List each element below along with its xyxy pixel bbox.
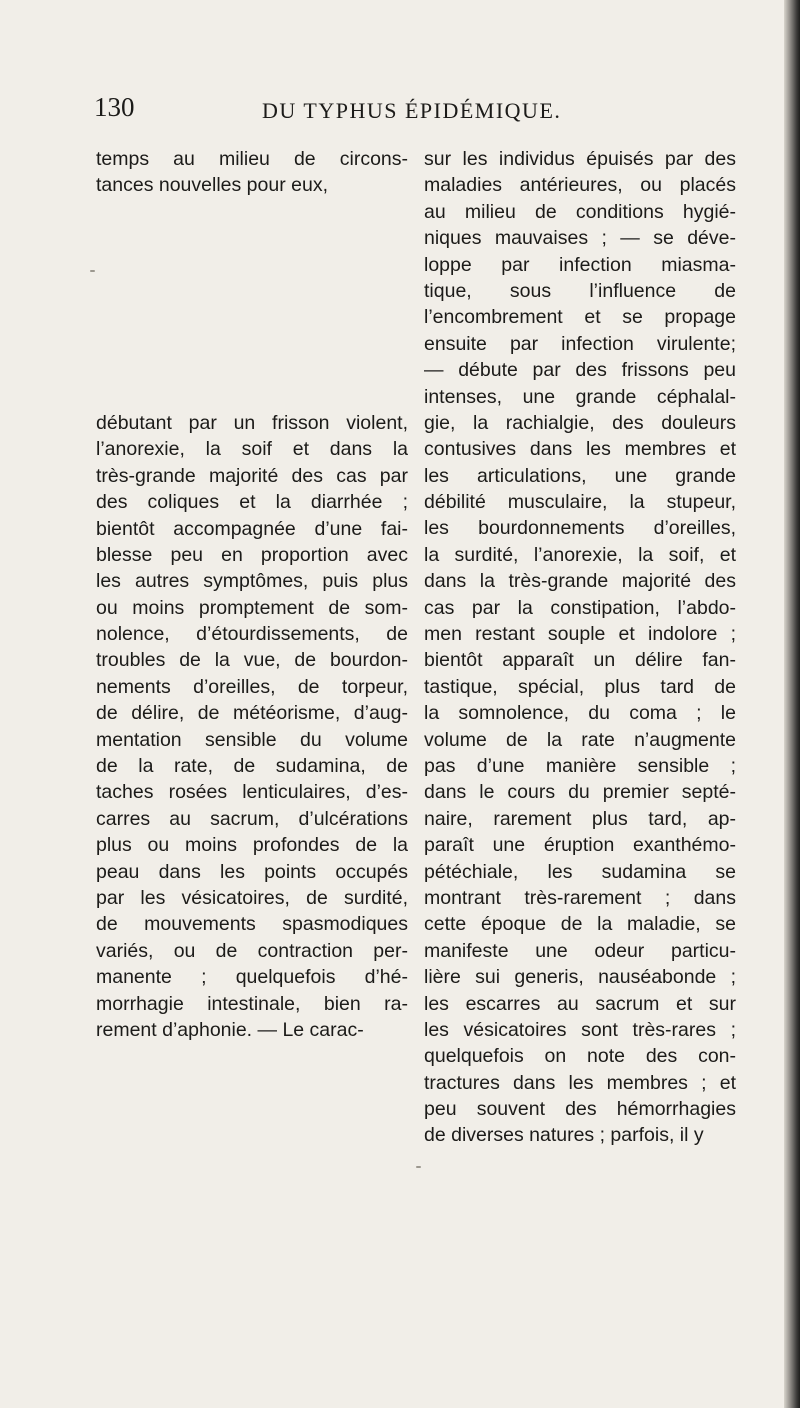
text-line: très-grande majorité des cas par xyxy=(96,464,408,487)
text-line: les vésicatoires sont très-rares ; xyxy=(424,1018,736,1041)
text-line: au milieu de conditions hygié- xyxy=(424,200,736,223)
text-line: naire, rarement plus tard, ap- xyxy=(424,807,736,830)
text-line: tique, sous l’influence de xyxy=(424,279,736,302)
text-line: plus ou moins profondes de la xyxy=(96,834,408,857)
text-line: l’encombrement et se propage xyxy=(424,306,736,329)
text-line: nolence, d’étourdissements, de xyxy=(96,623,408,646)
text-line: taches rosées lenticulaires, d’es- xyxy=(96,781,408,804)
text-line: lière sui generis, nauséabonde ; xyxy=(424,966,736,989)
text-line: les autres symptômes, puis plus xyxy=(96,570,408,593)
text-line: intenses, une grande céphalal- xyxy=(424,385,736,408)
page-header xyxy=(0,88,800,128)
text-line: les bourdonnements d’oreilles, xyxy=(424,517,736,540)
paper-speck xyxy=(90,270,95,272)
text-line: de diverses natures ; parfois, il y xyxy=(424,1124,704,1147)
text-line: quelquefois on note des con- xyxy=(424,1045,736,1068)
left-column xyxy=(96,146,408,1043)
text-line: dans le cours du premier septé- xyxy=(424,781,736,804)
text-line: l’anorexie, la soif et dans la xyxy=(96,438,408,461)
text-line: les articulations, une grande xyxy=(424,464,736,487)
text-line: gie, la rachialgie, des douleurs xyxy=(424,411,736,434)
text-line: mentation sensible du volume xyxy=(96,728,408,751)
text-line: cas par la constipation, l’abdo- xyxy=(424,596,736,619)
text-line: pétéchiale, les sudamina se xyxy=(424,860,736,883)
text-line: bientôt apparaît un délire fan- xyxy=(424,649,736,672)
paper-speck xyxy=(416,1166,421,1168)
column-gap xyxy=(96,199,408,410)
text-line: pas d’une manière sensible ; xyxy=(424,754,736,777)
text-line: rement d’aphonie. — Le carac- xyxy=(96,1018,364,1041)
text-line: débutant par un frisson violent, xyxy=(96,411,408,434)
text-line: de la rate, de sudamina, de xyxy=(96,755,408,778)
text-line: maladies antérieures, ou placés xyxy=(424,174,736,197)
text-line: montrant très-rarement ; dans xyxy=(424,886,736,909)
text-line: peu souvent des hémorrhagies xyxy=(424,1098,736,1121)
text-line: — débute par des frissons peu xyxy=(424,359,736,382)
text-line: tances nouvelles pour eux, xyxy=(96,174,328,197)
text-line: loppe par infection miasma- xyxy=(424,253,736,276)
text-line: sur les individus épuisés par des xyxy=(424,148,736,170)
text-line: manente ; quelquefois d’hé- xyxy=(96,966,408,989)
page-number: 130 xyxy=(94,92,135,122)
text-line: par les vésicatoires, de surdité, xyxy=(96,887,408,909)
text-line: peau dans les points occupés xyxy=(96,860,408,883)
text-line: la somnolence, du coma ; le xyxy=(424,702,736,725)
text-line: niques mauvaises ; — se déve- xyxy=(424,227,736,250)
text-line: temps au milieu de circons- xyxy=(96,148,408,170)
text-line: nements d’oreilles, de torpeur, xyxy=(96,675,408,698)
text-line: variés, ou de contraction per- xyxy=(96,939,408,962)
text-line: volume de la rate n’augmente xyxy=(424,728,736,751)
text-line: morrhagie intestinale, bien ra- xyxy=(96,992,408,1015)
text-line: bientôt accompagnée d’une fai- xyxy=(96,517,408,540)
text-line: de délire, de météorisme, d’aug- xyxy=(96,702,408,725)
text-line: des coliques et la diarrhée ; xyxy=(96,491,408,514)
text-line: la surdité, l’anorexie, la soif, et xyxy=(424,543,736,566)
text-line: blesse peu en proportion avec xyxy=(96,543,408,566)
running-title: DU TYPHUS ÉPIDÉMIQUE. xyxy=(262,98,562,123)
text-line: ensuite par infection virulente; xyxy=(424,332,736,355)
text-line: débilité musculaire, la stupeur, xyxy=(424,491,736,514)
text-line: contusives dans les membres et xyxy=(424,438,736,461)
text-line: de mouvements spasmodiques xyxy=(96,913,408,936)
text-line: tractures dans les membres ; et xyxy=(424,1071,736,1094)
text-line: les escarres au sacrum et sur xyxy=(424,992,736,1015)
text-line: troubles de la vue, de bourdon- xyxy=(96,649,408,672)
text-line: men restant souple et indolore ; xyxy=(424,623,736,646)
text-line: carres au sacrum, d’ulcérations xyxy=(96,807,408,830)
text-line: cette époque de la maladie, se xyxy=(424,913,736,936)
text-line: ou moins promptement de som- xyxy=(96,596,408,619)
book-spine-shadow xyxy=(784,0,800,1408)
right-column xyxy=(424,146,736,1149)
text-line: dans la très-grande majorité des xyxy=(424,570,736,593)
text-line: paraît une éruption exanthémo- xyxy=(424,834,736,857)
text-line: manifeste une odeur particu- xyxy=(424,939,736,962)
text-line: tastique, spécial, plus tard de xyxy=(424,675,736,698)
